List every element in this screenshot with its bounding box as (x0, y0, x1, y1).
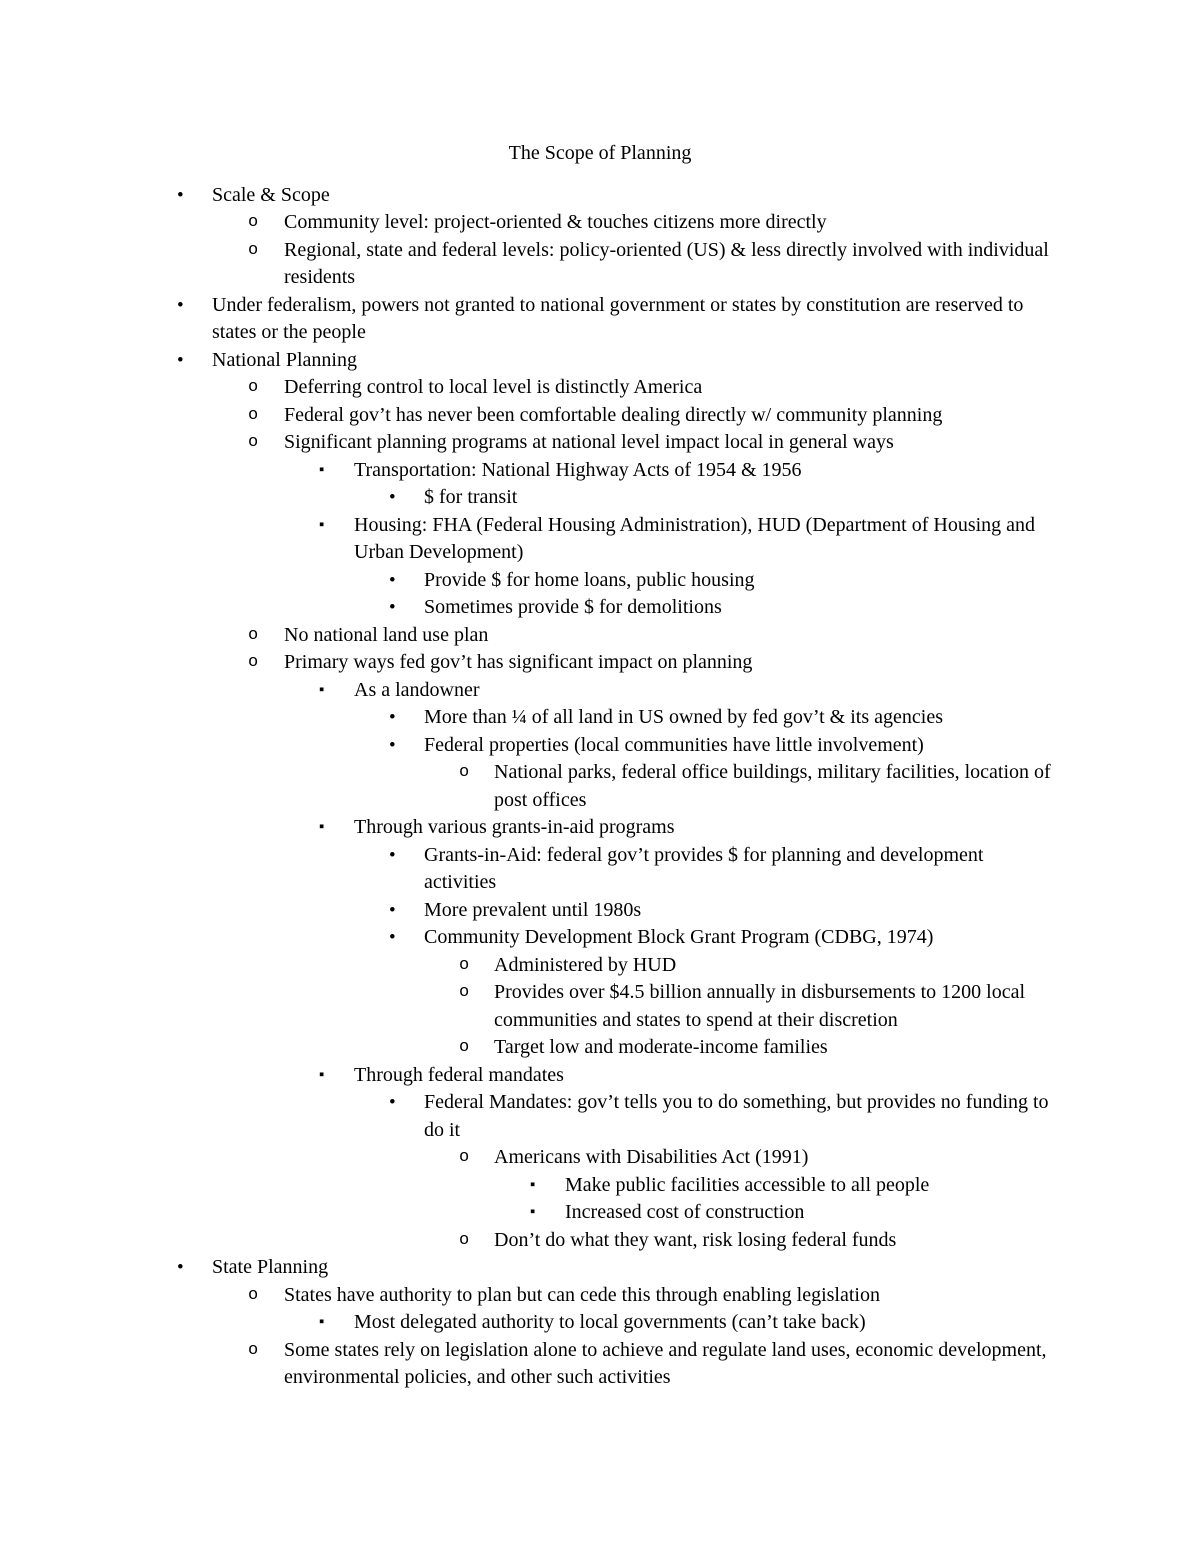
bullet-square-icon: ▪ (530, 1204, 536, 1220)
list-item-text: $ for transit (424, 486, 518, 508)
bullet-disc-icon: • (389, 487, 396, 508)
list-item (0, 402, 1200, 430)
bullet-circle-icon: o (248, 1340, 259, 1360)
bullet-square-icon: ▪ (319, 1314, 325, 1330)
list-item (0, 1254, 1200, 1282)
list-item-text: Housing: FHA (Federal Housing Administration), HUD (Department of Housing and Urban Development) (354, 513, 1036, 563)
list-item-text: Target low and moderate-income families (494, 1036, 828, 1058)
bullet-disc-icon: • (177, 294, 184, 316)
list-item (0, 1034, 1200, 1062)
list-item (0, 182, 1200, 210)
bullet-circle-icon: o (248, 213, 259, 232)
bullet-disc-icon: • (389, 899, 396, 921)
list-item (0, 649, 1200, 677)
list-item (0, 1227, 1200, 1255)
list-item-text: Under federalism, powers not granted to national government or states by constitution are reserved to states or the people (212, 293, 1024, 343)
bullet-disc-icon: • (389, 734, 396, 756)
list-item (0, 814, 1200, 842)
list-item-text: Primary ways fed gov’t has significant impact on planning (284, 651, 753, 673)
list-item-text: More than ¼ of all land in US owned by fed gov’t & its agencies (424, 706, 943, 728)
list-item (0, 924, 1200, 952)
bullet-circle-icon: o (459, 1148, 470, 1167)
bullet-circle-icon: o (248, 625, 259, 645)
list-item (0, 622, 1200, 650)
list-item (0, 292, 1200, 347)
bullet-square-icon: ▪ (319, 819, 325, 835)
bullet-disc-icon: • (389, 844, 396, 866)
bullet-disc-icon: • (389, 569, 396, 591)
bullet-square-icon: ▪ (319, 516, 325, 533)
list-item (0, 677, 1200, 705)
bullet-circle-icon: o (248, 433, 259, 452)
list-item-text: Federal Mandates: gov’t tells you to do something, but provides no funding to do it (424, 1091, 1049, 1141)
bullet-disc-icon: • (177, 349, 184, 371)
bullet-circle-icon: o (248, 240, 259, 260)
list-item-text: Provides over $4.5 billion annually in disbursements to 1200 local communities and states to spend at their discretion (494, 981, 1026, 1031)
list-item (0, 952, 1200, 980)
list-item-text: Make public facilities accessible to all people (565, 1173, 930, 1196)
list-item-text: Sometimes provide $ for demolitions (424, 596, 722, 618)
list-item (0, 512, 1200, 567)
bullet-circle-icon: o (459, 1038, 470, 1057)
list-item (0, 979, 1200, 1034)
list-item (0, 237, 1200, 292)
list-item-text: State Planning (212, 1256, 329, 1278)
list-item (0, 347, 1200, 375)
list-item (0, 567, 1200, 595)
list-item (0, 1337, 1200, 1392)
list-item-text: Community level: project-oriented & touches citizens more directly (284, 211, 827, 233)
list-item (0, 594, 1200, 622)
list-item (0, 1062, 1200, 1090)
bullet-circle-icon: o (459, 983, 470, 1002)
list-item-text: Federal gov’t has never been comfortable dealing directly w/ community planning (284, 403, 943, 426)
bullet-circle-icon: o (459, 955, 470, 975)
list-item-text: Increased cost of construction (565, 1201, 805, 1223)
bullet-square-icon: ▪ (530, 1176, 536, 1193)
list-item-text: National parks, federal office buildings, military facilities, location of post offices (494, 761, 1051, 811)
bullet-circle-icon: o (248, 378, 259, 397)
bullet-disc-icon: • (389, 927, 396, 948)
bullet-square-icon: ▪ (319, 681, 325, 698)
list-item (0, 429, 1200, 457)
bullet-circle-icon: o (248, 405, 259, 425)
list-item-text: Significant planning programs at national level impact local in general ways (284, 431, 894, 453)
bullet-disc-icon: • (177, 1257, 184, 1278)
list-item (0, 374, 1200, 402)
list-item (0, 1144, 1200, 1172)
list-item (0, 209, 1200, 237)
list-item (0, 1199, 1200, 1227)
list-item-text: Federal properties (local communities have little involvement) (424, 733, 924, 756)
list-item-text: Most delegated authority to local governments (can’t take back) (354, 1311, 866, 1333)
list-item (0, 1309, 1200, 1337)
page-title: The Scope of Planning (508, 142, 692, 164)
bullet-disc-icon: • (389, 1092, 396, 1113)
list-item-text: Regional, state and federal levels: policy-oriented (US) & less directly involved with individual residents (284, 238, 1049, 288)
list-item-text: Scale & Scope (212, 183, 330, 206)
bullet-square-icon: ▪ (319, 1066, 325, 1083)
list-item-text: More prevalent until 1980s (424, 898, 642, 921)
list-item-text: Through federal mandates (354, 1063, 564, 1086)
list-item (0, 1282, 1200, 1310)
list-item (0, 704, 1200, 732)
list-item-text: Through various grants-in-aid programs (354, 816, 675, 838)
list-item-text: Community Development Block Grant Program (CDBG, 1974) (424, 926, 934, 948)
list-item (0, 759, 1200, 814)
list-item-text: Provide $ for home loans, public housing (424, 568, 755, 591)
list-item (0, 484, 1200, 512)
list-item (0, 457, 1200, 485)
list-item-text: States have authority to plan but can cede this through enabling legislation (284, 1283, 880, 1306)
bullet-disc-icon: • (389, 707, 396, 728)
list-item-text: Don’t do what they want, risk losing federal funds (494, 1228, 897, 1251)
list-item-text: As a landowner (354, 678, 480, 701)
bullet-list (0, 182, 1200, 1392)
list-item-text: Grants-in-Aid: federal gov’t provides $ for planning and development activities (424, 843, 984, 893)
list-item-text: National Planning (212, 348, 357, 371)
bullet-circle-icon: o (459, 763, 470, 782)
bullet-circle-icon: o (248, 653, 259, 672)
list-item-text: Deferring control to local level is distinctly America (284, 376, 703, 398)
list-item-text: Administered by HUD (494, 953, 677, 976)
list-item-text: Some states rely on legislation alone to achieve and regulate land uses, economic development, environmental policies, and other such activities (284, 1338, 1047, 1388)
list-item (0, 732, 1200, 760)
bullet-circle-icon: o (459, 1230, 470, 1250)
list-item (0, 1172, 1200, 1200)
list-item (0, 1089, 1200, 1144)
list-item-text: No national land use plan (284, 623, 489, 646)
list-item (0, 897, 1200, 925)
bullet-square-icon: ▪ (319, 461, 325, 478)
list-item-text: Transportation: National Highway Acts of 1954 & 1956 (354, 458, 802, 481)
list-item-text: Americans with Disabilities Act (1991) (494, 1146, 809, 1168)
bullet-circle-icon: o (248, 1285, 259, 1305)
bullet-disc-icon: • (177, 184, 184, 206)
bullet-disc-icon: • (389, 597, 396, 618)
list-item (0, 842, 1200, 897)
